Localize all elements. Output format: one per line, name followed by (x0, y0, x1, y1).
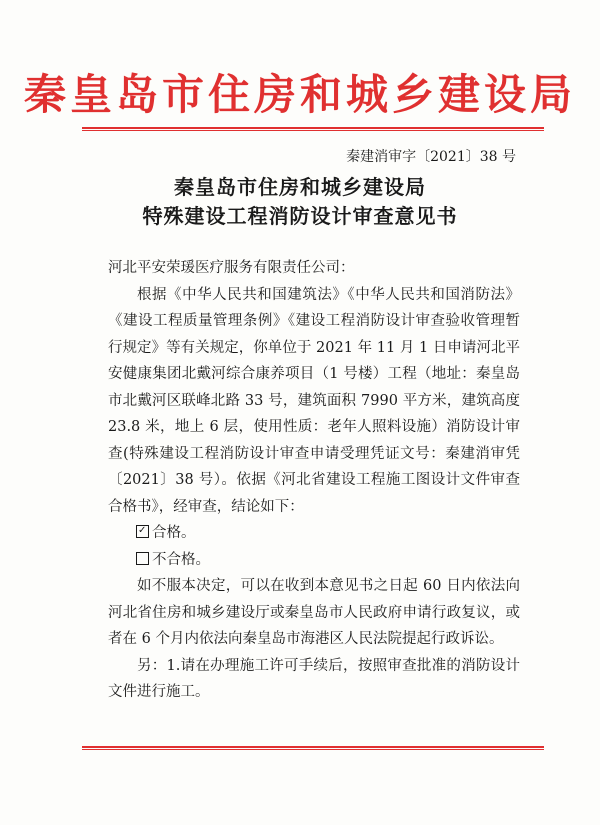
option-fail-label: 不合格。 (152, 551, 210, 568)
document-body (108, 255, 520, 706)
document-title-issuer: 秦皇岛市住房和城乡建设局 (174, 175, 426, 199)
salutation: 河北平安荣瑗医疗服务有限责任公司： (108, 260, 355, 276)
document-number: 秦建消审字〔2021〕38 号 (346, 149, 516, 165)
document-title-subject: 特殊建设工程消防设计审查意见书 (142, 204, 458, 228)
letterhead-org-name: 秦皇岛市住房和城乡建设局 (23, 70, 576, 119)
appeal-paragraph: 如不服本决定，可以在收到本意见书之日起 60 日内依法向河北省住房和城乡建设厅或秦皇岛市人民政府申请行政复议，或者在 6 个月内依法向秦皇岛市海港区人民法院提起行政诉讼。 (108, 578, 520, 647)
option-pass (108, 520, 520, 547)
unchecked-box-icon (136, 552, 149, 565)
option-fail (108, 547, 520, 574)
footer-red-rule (82, 746, 544, 750)
letterhead-red-rule-top (82, 127, 544, 131)
checked-box-icon (136, 525, 149, 538)
main-paragraph: 根据《中华人民共和国建筑法》《中华人民共和国消防法》《建设工程质量管理条例》《建设工程消防设计审查验收管理暂行规定》等有关规定，你单位于 2021 年 11 月 1 日申请河北平安健康集团北戴河综合康养项目（1 号楼）工程（地址：秦皇岛市北戴河区联峰北路 33 号，建筑面积 7990 平方米，建筑高度 23.8 米，地上 6 层，使用性质：老年人照料设施）消防设计审查(特殊建设工程消防设计审查申请受理凭证文号：秦建消审凭〔2021〕38 号）。依据《河北省建设工程施工图设计文件审查合格书》，经审查，结论如下： (108, 286, 520, 515)
note-paragraph: 另：1.请在办理施工许可手续后，按照审查批准的消防设计文件进行施工。 (108, 657, 520, 700)
option-pass-label: 合格。 (152, 525, 196, 541)
